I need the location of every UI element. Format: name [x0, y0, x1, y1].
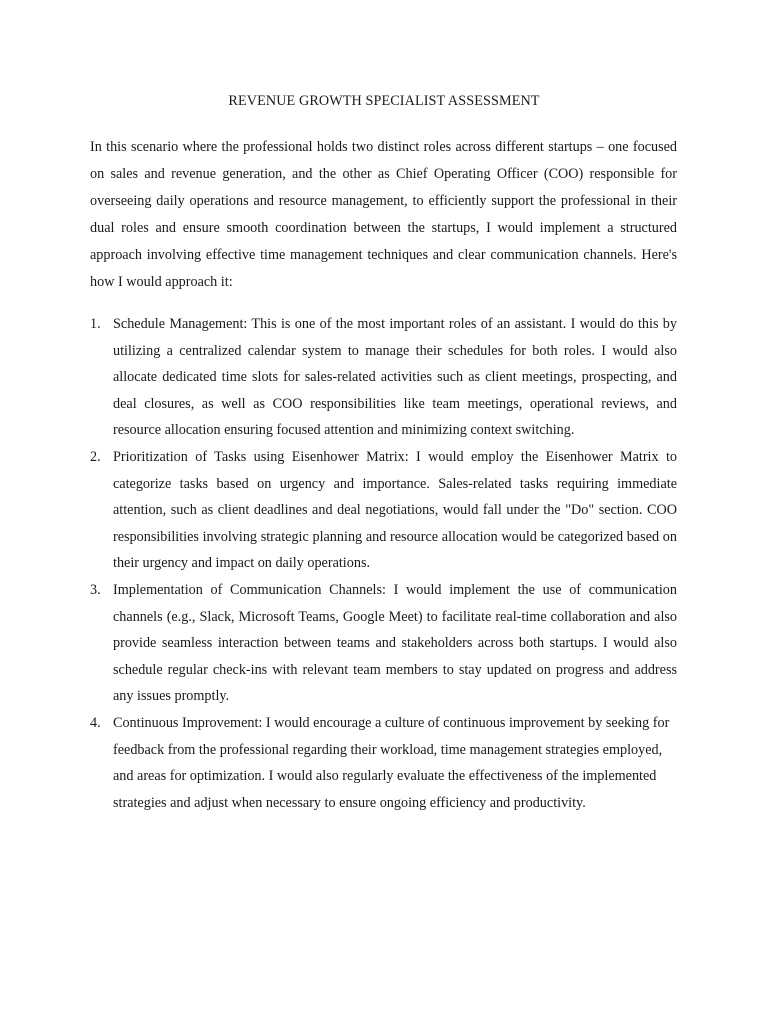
list-item	[0, 444, 768, 577]
list-item-number: 2.	[90, 448, 101, 465]
document-title: REVENUE GROWTH SPECIALIST ASSESSMENT	[228, 93, 540, 109]
list-item	[0, 710, 768, 816]
list-item-text: Continuous Improvement: I would encourage a culture of continuous improvement by seeking for feedback from the professional regarding their workload, time management strategies employed, and areas for optimization. I would also regularly evaluate the effectiveness of the implemented strategies and adjust when necessary to ensure ongoing efficiency and productivity.	[113, 714, 670, 811]
list-item-text: Prioritization of Tasks using Eisenhower Matrix: I would employ the Eisenhower Matrix to categorize tasks based on urgency and importance. Sales-related tasks requiring immediate attention, such as client deadlines and deal negotiations, would fall under the "Do" section. COO responsibilities involving strategic planning and resource allocation would be categorized based on their urgency and impact on daily operations.	[113, 448, 677, 572]
list-item	[0, 577, 768, 710]
intro-paragraph: In this scenario where the professional holds two distinct roles across different startups – one focused on sales and revenue generation, and the other as Chief Operating Officer (COO) responsible for overseeing daily operations and resource management, to efficiently support the professional in their dual roles and ensure smooth coordination between the startups, I would implement a structured approach involving effective time management techniques and clear communication channels. Here's how I would approach it:	[90, 139, 677, 290]
approach-list	[0, 311, 768, 816]
list-item-number: 1.	[90, 316, 101, 332]
list-item-number: 3.	[90, 581, 101, 598]
list-item	[0, 311, 768, 444]
list-item-text: Schedule Management: This is one of the most important roles of an assistant. I would do this by utilizing a centralized calendar system to manage their schedules for both roles. I would also allocate dedicated time slots for sales-related activities such as client meetings, prospecting, and deal closures, as well as COO responsibilities like team meetings, operational reviews, and resource allocation ensuring focused attention and minimizing context switching.	[113, 316, 677, 439]
list-item-text: Implementation of Communication Channels: I would implement the use of communication channels (e.g., Slack, Microsoft Teams, Google Meet) to facilitate real-time collaboration and also provide seamless interaction between teams and stakeholders across both startups. I would also schedule regular check-ins with relevant team members to stay updated on progress and address any issues promptly.	[113, 581, 677, 705]
list-item-number: 4.	[90, 714, 101, 731]
